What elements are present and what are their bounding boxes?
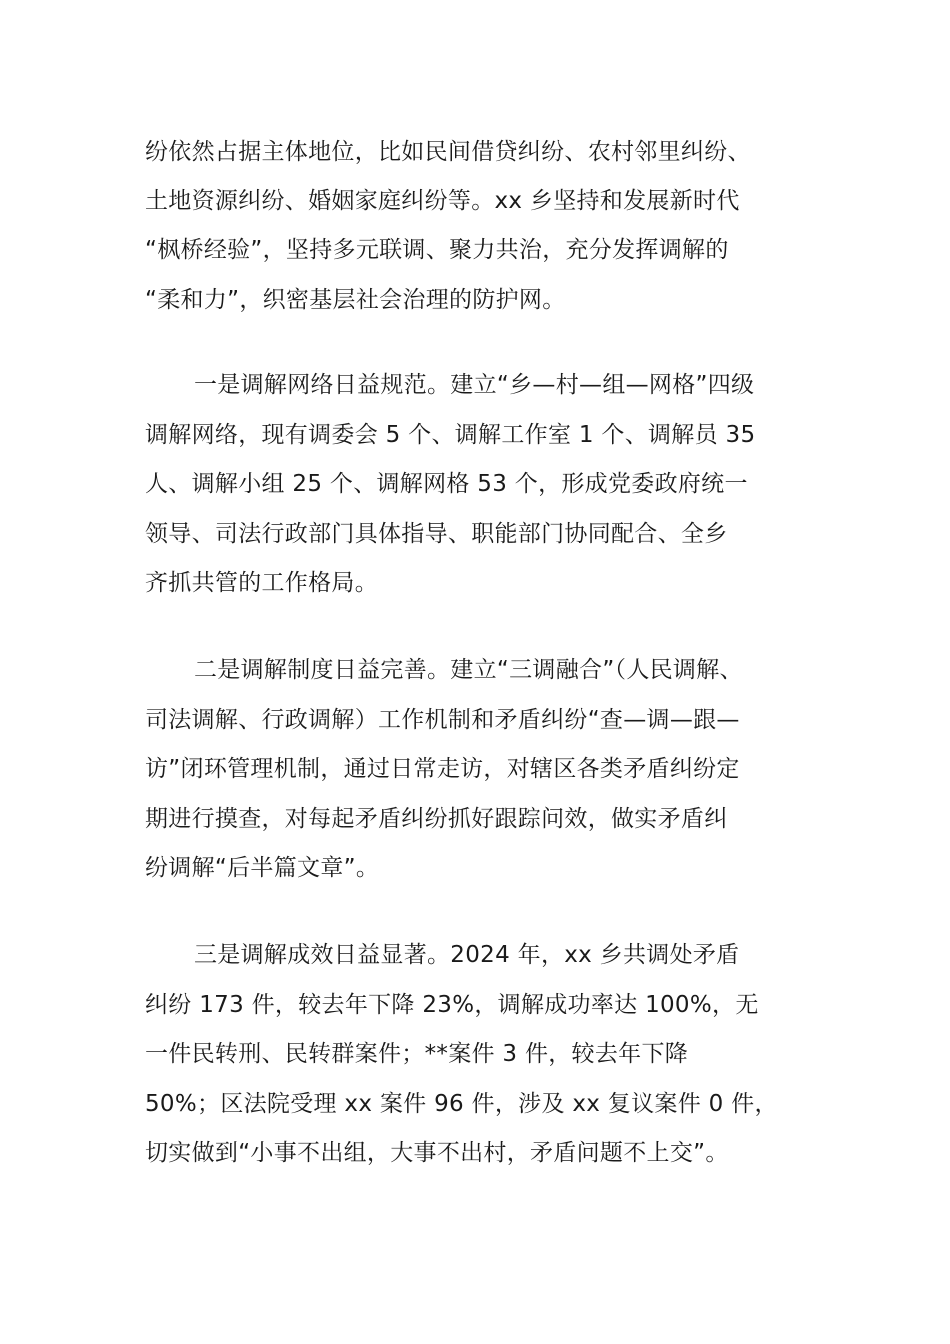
paragraph-4-line-2: 纠纷 173 件，较去年下降 23%，调解成功率达 100%，无 bbox=[145, 992, 759, 1018]
paragraph-4-line-1: 三是调解成效日益显著。2024 年，xx 乡共调处矛盾 bbox=[194, 942, 740, 968]
paragraph-2-line-3: 人、调解小组 25 个、调解网格 53 个，形成党委政府统一 bbox=[145, 471, 748, 497]
paragraph-4-line-5: 切实做到“小事不出组，大事不出村，矛盾问题不上交”。 bbox=[145, 1140, 729, 1166]
paragraph-4-line-4: 50%；区法院受理 xx 案件 96 件，涉及 xx 复议案件 0 件， bbox=[145, 1091, 778, 1117]
paragraph-2-line-5: 齐抓共管的工作格局。 bbox=[145, 570, 378, 596]
paragraph-1-line-4: “柔和力”，织密基层社会治理的防护网。 bbox=[145, 287, 566, 313]
paragraph-3-line-4: 期进行摸查，对每起矛盾纠纷抓好跟踪问效，做实矛盾纠 bbox=[145, 806, 728, 832]
paragraph-2-line-2: 调解网络，现有调委会 5 个、调解工作室 1 个、调解员 35 bbox=[145, 422, 756, 448]
paragraph-3-line-3: 访”闭环管理机制，通过日常走访，对辖区各类矛盾纠纷定 bbox=[145, 756, 740, 782]
paragraph-3-line-5: 纷调解“后半篇文章”。 bbox=[145, 855, 380, 881]
paragraph-2-line-4: 领导、司法行政部门具体指导、职能部门协同配合、全乡 bbox=[145, 521, 728, 547]
paragraph-1-line-2: 土地资源纠纷、婚姻家庭纠纷等。xx 乡坚持和发展新时代 bbox=[145, 188, 740, 214]
paragraph-4-line-3: 一件民转刑、民转群案件；**案件 3 件，较去年下降 bbox=[145, 1041, 689, 1067]
paragraph-2-line-1: 一是调解网络日益规范。建立“乡—村—组—网格”四级 bbox=[194, 372, 755, 398]
paragraph-3-line-2: 司法调解、行政调解）工作机制和矛盾纠纷“查—调—跟— bbox=[145, 707, 740, 733]
paragraph-3-line-1: 二是调解制度日益完善。建立“三调融合”（人民调解、 bbox=[194, 657, 743, 683]
paragraph-1-line-1: 纷依然占据主体地位，比如民间借贷纠纷、农村邻里纠纷、 bbox=[145, 139, 751, 165]
paragraph-1-line-3: “枫桥经验”，坚持多元联调、聚力共治，充分发挥调解的 bbox=[145, 237, 729, 263]
